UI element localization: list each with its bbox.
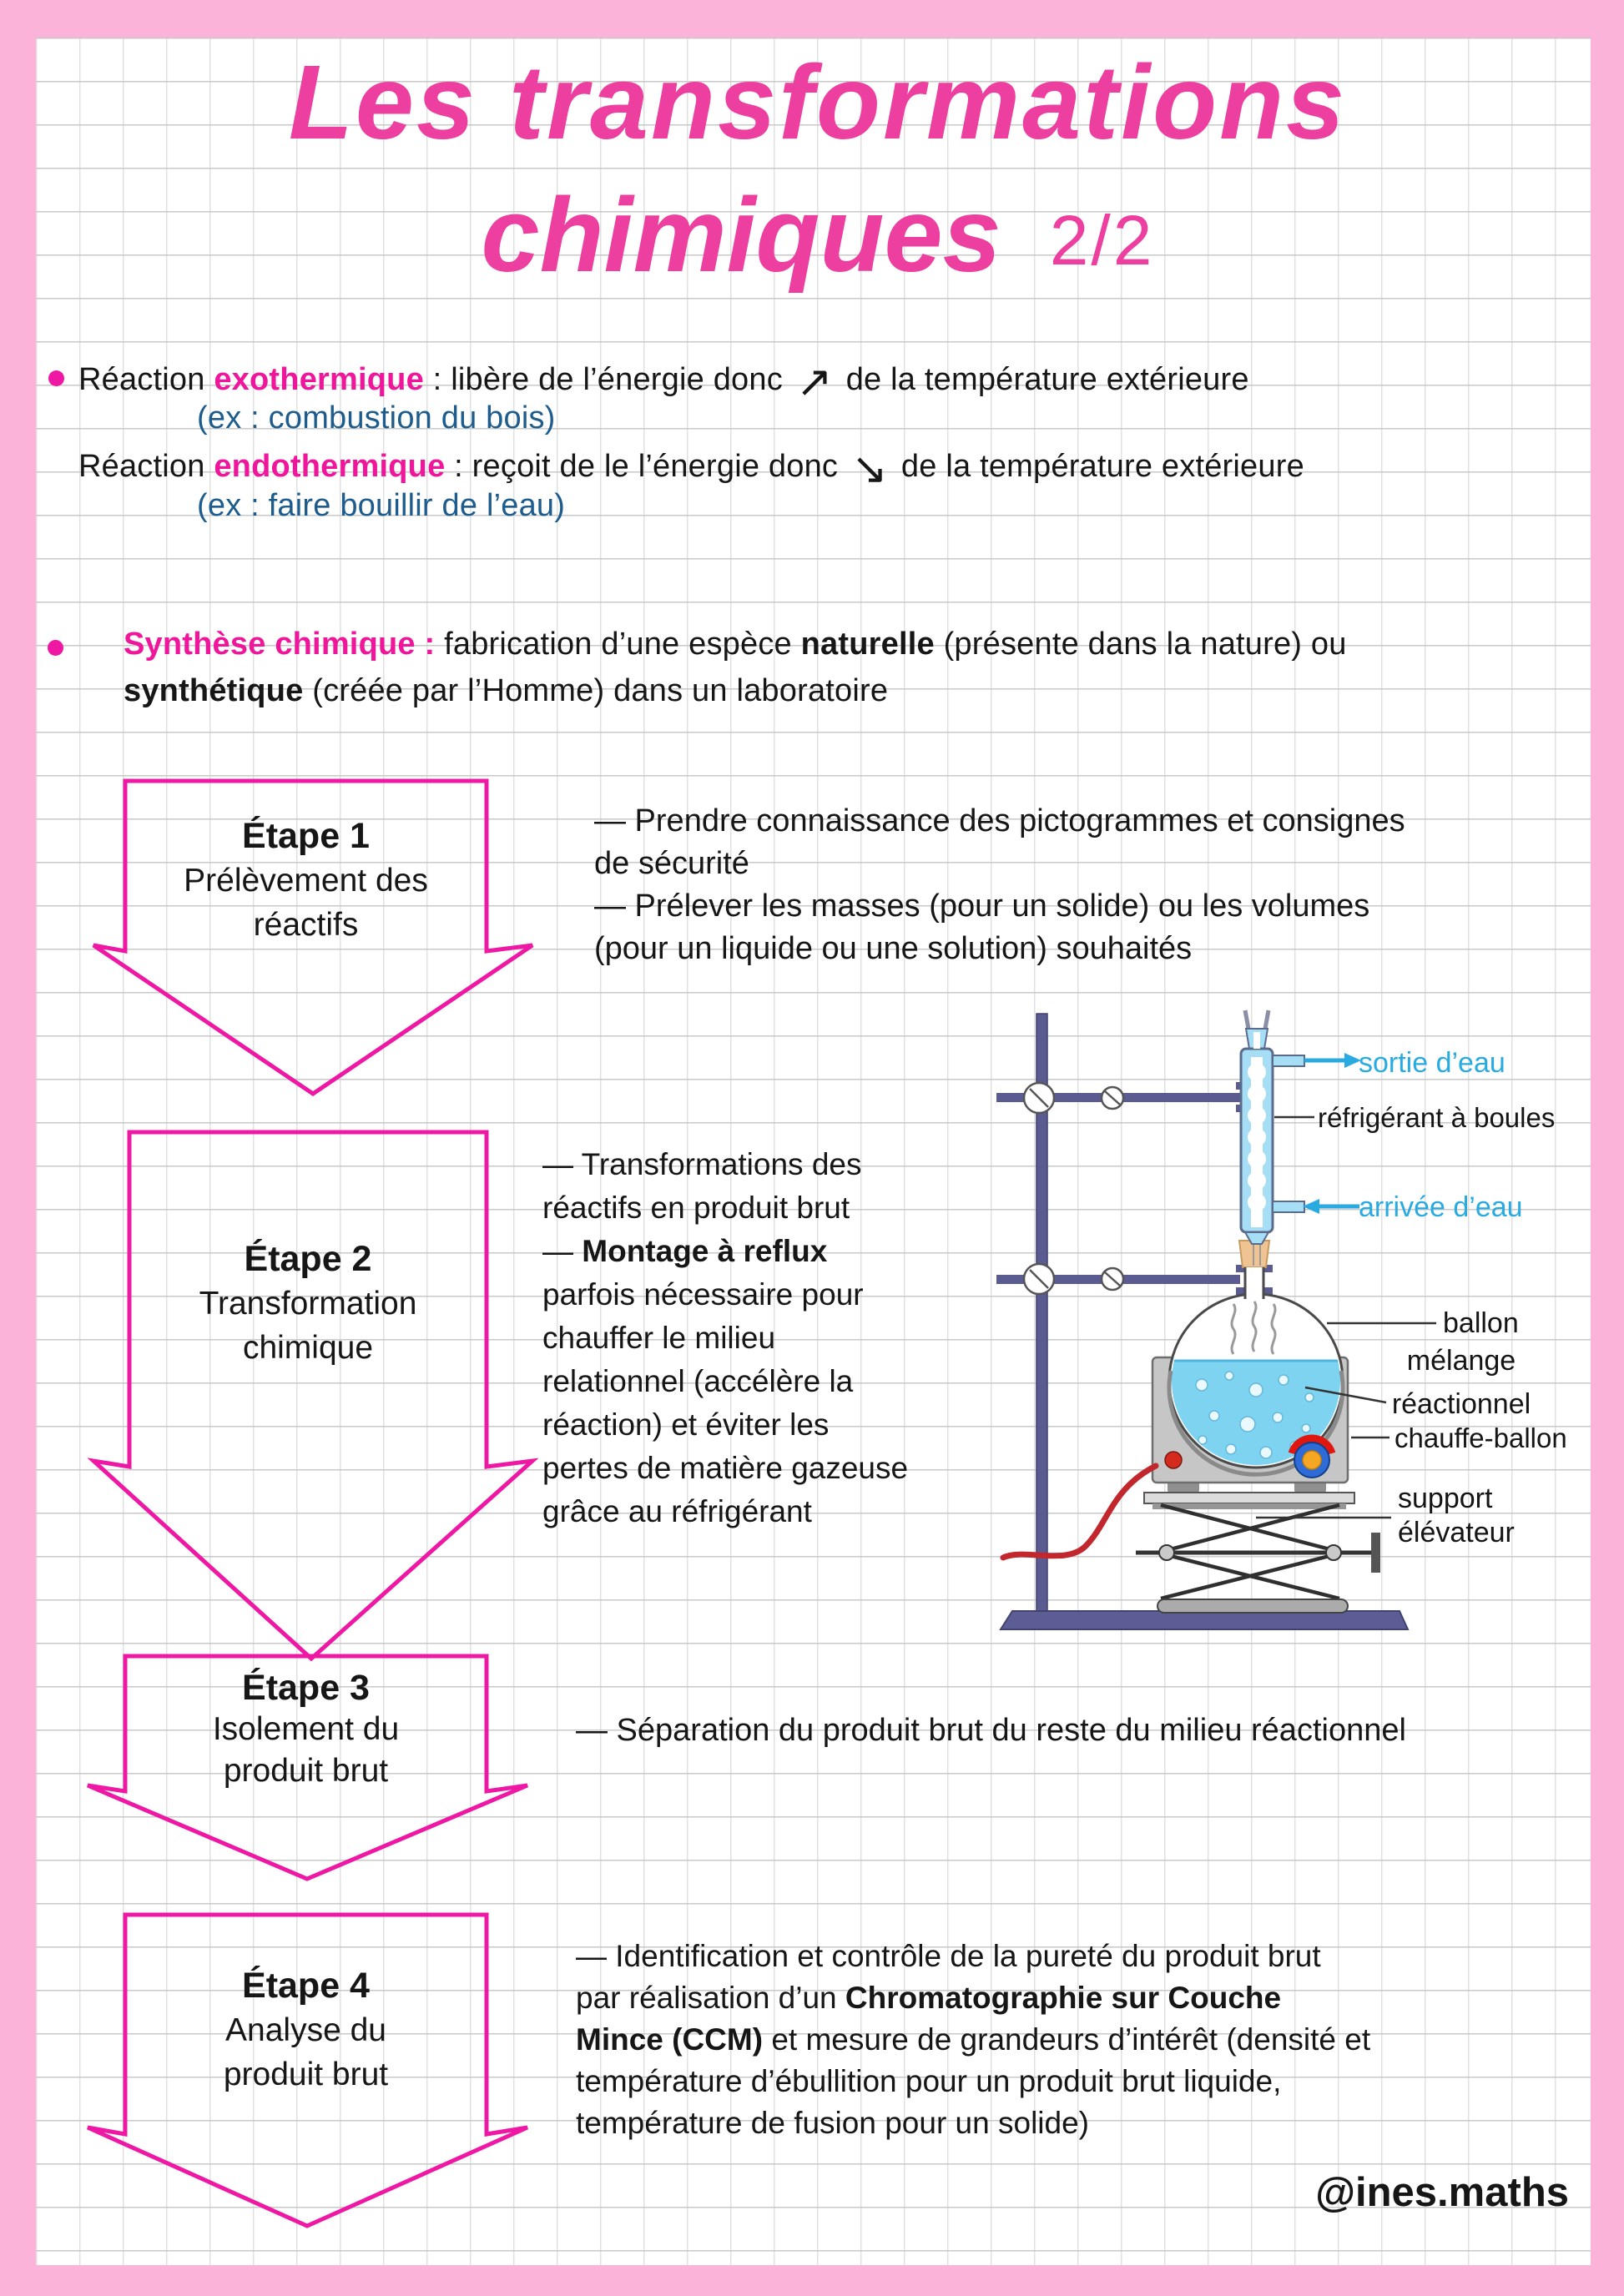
text-segment: et mesure de grandeurs d’intérêt (densité et xyxy=(763,2022,1371,2057)
water-out-arrow-icon xyxy=(1304,1053,1361,1068)
step1-description xyxy=(594,800,1405,970)
keyword-synthese-chimique: Synthèse chimique : xyxy=(124,627,436,662)
flask-neck xyxy=(1245,1267,1264,1299)
synthese-line1 xyxy=(124,627,1347,662)
label-mixture-2: réactionnel xyxy=(1391,1388,1531,1420)
bold-synthetique: synthétique xyxy=(124,673,304,708)
text-segment: : libère de l’énergie donc xyxy=(423,362,783,397)
step1-box xyxy=(125,814,487,947)
desc-line: chauffer le milieu xyxy=(542,1321,776,1355)
step4-sub1: Analyse du xyxy=(225,2012,386,2048)
synthese-line2 xyxy=(124,673,888,709)
label-mixture-1: mélange xyxy=(1406,1345,1516,1377)
power-cable xyxy=(1003,1466,1156,1558)
ball-condenser xyxy=(1241,1010,1304,1244)
water-outlet-tube xyxy=(1273,1055,1304,1066)
water-in-arrow-icon xyxy=(1303,1199,1359,1214)
step3-sub2: produit brut xyxy=(223,1753,389,1789)
page-title xyxy=(67,42,1569,295)
step4-box xyxy=(125,1964,487,2097)
title-line2 xyxy=(67,174,1569,295)
step2-box xyxy=(129,1237,487,1370)
water-inlet-tube xyxy=(1273,1201,1304,1212)
step4-sub2: produit brut xyxy=(223,2057,389,2092)
desc-line: — Prélever les masses (pour un solide) ou les volumes xyxy=(594,889,1370,924)
desc-line: — Transformations des xyxy=(542,1147,862,1181)
text-segment: — xyxy=(542,1234,583,1268)
step3-description: — Séparation du produit brut du reste du milieu réactionnel xyxy=(576,1713,1406,1748)
desc-line: température d’ébullition pour un produit brut liquide, xyxy=(576,2064,1282,2098)
desc-line: relationnel (accélère la xyxy=(542,1364,854,1398)
desc-line: température de fusion pour un solide) xyxy=(576,2106,1089,2140)
text-segment: de la température extérieure xyxy=(900,449,1304,484)
desc-line: (pour un liquide ou une solution) souhaités xyxy=(594,931,1193,966)
bullet-dot xyxy=(48,640,63,656)
bullet-dot xyxy=(48,370,64,386)
scissor-jack xyxy=(1136,1481,1380,1613)
step1-label: Étape 1 xyxy=(242,816,370,856)
text-segment: par réalisation d’un xyxy=(576,1981,845,2015)
desc-line: de sécurité xyxy=(594,846,749,881)
bold-ccm-1: Chromatographie sur Couche xyxy=(845,1981,1282,2015)
step2-description xyxy=(542,1143,908,1533)
desc-line: — Prendre connaissance des pictogrammes et consignes xyxy=(594,803,1405,838)
desc-line: grâce au réfrigérant xyxy=(542,1494,812,1528)
text-segment: (créée par l’Homme) dans un laboratoire xyxy=(303,673,889,708)
step3-label: Étape 3 xyxy=(242,1668,370,1708)
arrow-up-icon: ↗ xyxy=(795,357,833,407)
keyword-exothermique: exothermique xyxy=(214,362,424,397)
reflux-setup-diagram xyxy=(981,1005,1591,1648)
label-water-in: arrivée d’eau xyxy=(1359,1191,1523,1223)
keyword-endothermique: endothermique xyxy=(214,449,446,484)
bold-naturelle: naturelle xyxy=(800,627,935,662)
text-segment: de la température extérieure xyxy=(845,362,1249,397)
step1-sub2: réactifs xyxy=(253,907,359,943)
step2-sub2: chimique xyxy=(242,1330,374,1366)
clamp-upper xyxy=(996,1082,1273,1113)
step1-sub1: Prélèvement des xyxy=(184,863,428,899)
reaction-endo-example: (ex : faire bouillir de l’eau) xyxy=(197,488,566,523)
title-line2-text: chimiques xyxy=(481,176,1001,294)
label-flask: ballon xyxy=(1443,1307,1519,1339)
reaction-endo-line xyxy=(78,444,1304,494)
label-heater: chauffe-ballon xyxy=(1395,1422,1567,1453)
bold-montage-a-reflux: Montage à reflux xyxy=(582,1234,828,1268)
step3-box xyxy=(125,1667,487,1792)
label-jack-2: élévateur xyxy=(1398,1517,1515,1548)
text-segment: (présente dans la nature) ou xyxy=(934,627,1347,662)
desc-line: réactifs en produit brut xyxy=(542,1191,850,1225)
step4-description xyxy=(576,1936,1370,2144)
step4-label: Étape 4 xyxy=(242,1966,370,2006)
label-jack-1: support xyxy=(1398,1483,1493,1514)
step2-label: Étape 2 xyxy=(244,1239,372,1279)
desc-line: — Identification et contrôle de la pureté du produit brut xyxy=(576,1939,1321,1973)
bold-ccm-2: Mince (CCM) xyxy=(576,2022,764,2057)
text-segment: Réaction xyxy=(78,449,214,484)
label-condenser: réfrigérant à boules xyxy=(1318,1102,1556,1133)
title-line1: Les transformations xyxy=(288,43,1348,161)
desc-line: pertes de matière gazeuse xyxy=(542,1451,909,1485)
desc-line xyxy=(576,2019,1370,2061)
desc-line: parfois nécessaire pour xyxy=(542,1277,864,1312)
text-segment: fabrication d’une espèce xyxy=(435,627,801,662)
author-credit: @ines.maths xyxy=(1315,2170,1569,2215)
desc-line xyxy=(576,1977,1370,2019)
reaction-exo-example: (ex : combustion du bois) xyxy=(197,400,556,436)
step2-arrow-shape xyxy=(88,1125,538,1667)
desc-line: réaction) et éviter les xyxy=(542,1407,830,1442)
reaction-exo-line xyxy=(78,357,1249,407)
page-indicator: 2/2 xyxy=(1049,201,1155,279)
text-segment: : reçoit de le l’énergie donc xyxy=(445,449,839,484)
desc-line xyxy=(542,1230,908,1273)
arrow-down-icon: ↘ xyxy=(851,444,888,494)
text-segment: Réaction xyxy=(78,362,214,397)
label-water-out: sortie d’eau xyxy=(1359,1047,1505,1079)
clamp-lower xyxy=(996,1264,1273,1295)
step3-sub1: Isolement du xyxy=(212,1711,400,1747)
step2-sub1: Transformation xyxy=(199,1286,417,1322)
